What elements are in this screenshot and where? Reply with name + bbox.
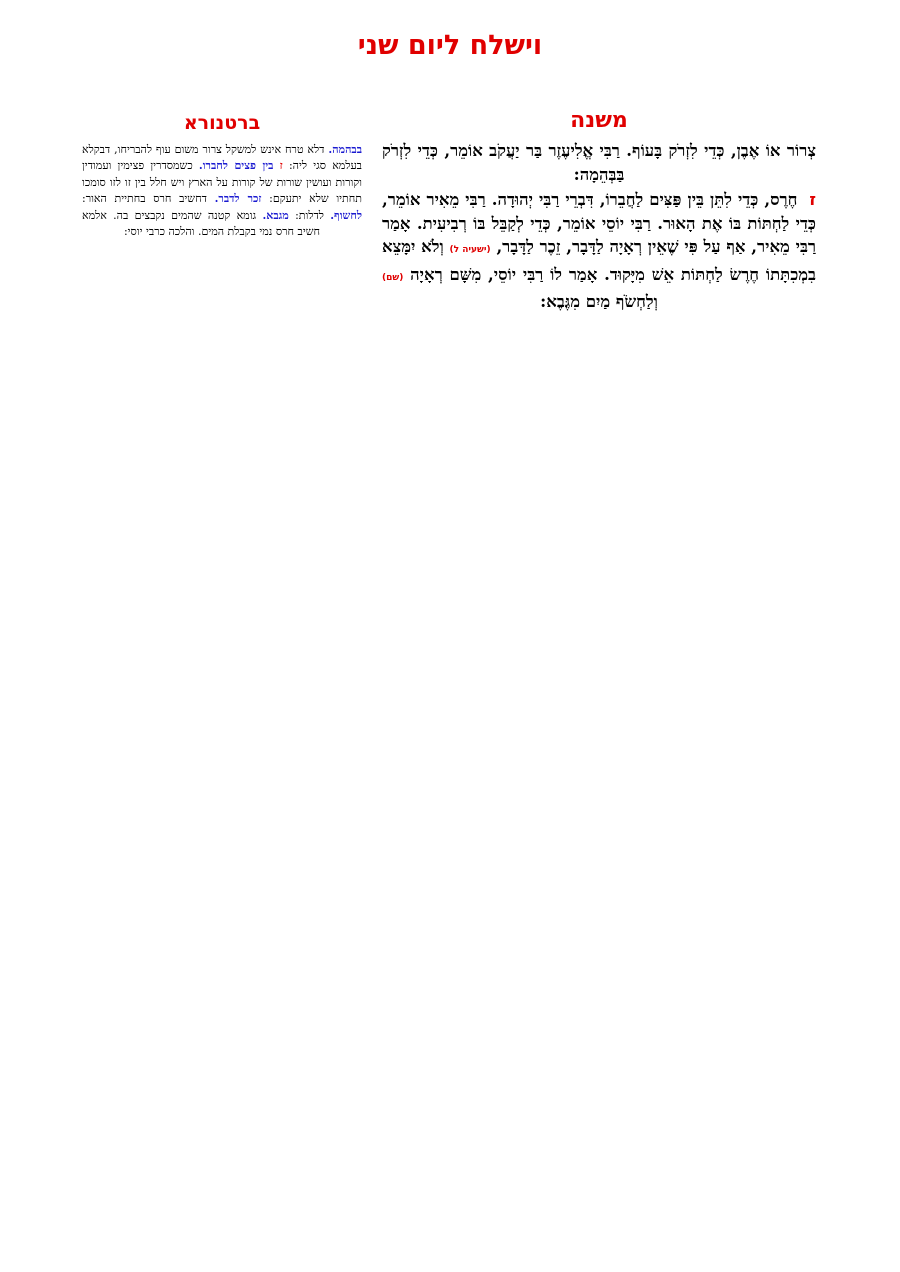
seif-marker: ז	[279, 159, 283, 173]
mishna-heading: משנה	[570, 108, 628, 133]
commentary-text: גומא קטנה שהמים נקבצים בה. אלמא חשיב חרס נמי בקבלת המים. והלכה כרבי יוסי:	[82, 208, 321, 239]
scripture-reference: (שם)	[382, 272, 404, 283]
mishna-text	[382, 139, 816, 314]
mishna-text-part-b: וְלֹא יִמָּצֵא בִמְכִתָּתוֹ חֶרֶשׂ לַחְתּוֹת אֵשׁ מִיָּקוּד. אָמַר לוֹ רַבִּי יוֹסֵי, מִשָּׁם רְאָיָה	[382, 237, 817, 284]
mishna-paragraph-2	[382, 188, 816, 314]
bartenura-heading: ברטנורא	[183, 112, 261, 134]
mishna-text-part-a: חֶרֶס, כְּדֵי לִתֵּן בֵּין פַּצִּים לַחֲבֵרוֹ, דִּבְרֵי רַבִּי יְהוּדָה. רַבִּי מֵאִיר אוֹמֵר, כְּדֵי לַחְתּוֹת בּוֹ אֶת הָאוּר. רַבִּי יוֹסֵי אוֹמֵר, כְּדֵי לְקַבֵּל בּוֹ רְבִיעִית. אָמַר רַבִּי מֵאִיר, אַף עַל פִּי שֶׁאֵין רְאָיָה לַדָּבָר, זֵכֶר לַדָּבָר,	[382, 190, 816, 256]
lemma: בין פצים לחברו.	[198, 159, 274, 173]
commentary-text: דלא טרח אינש למשקל צרור משום עוף להבריחו, דבקלא בעלמא סגי ליה:	[82, 143, 362, 173]
mishna-text-part-c: וְלַחְשֹׂף מַיִם מִגֶּבֶא:	[540, 292, 658, 311]
mishna-paragraph-1: צְרוֹר אוֹ אֶבֶן, כְּדֵי לִזְרֹק בָּעוֹף. רַבִּי אֱלִיעֶזֶר בַּר יַעֲקֹב אוֹמֵר, כְּדֵי לִזְרֹק בַּבְּהֵמָה:	[382, 141, 816, 184]
bartenura-column	[82, 112, 362, 240]
commentary-text: לדלות:	[295, 208, 324, 222]
page-title: וישלח ליום שני	[357, 30, 543, 61]
lemma: בבהמה.	[328, 143, 362, 156]
commentary-text: כשמסדרין פצימין ועמודין וקורות ועושין שורות של קורות על הארץ ויש חלל בין זו לזו סומכו תחתיו שלא יתעקם:	[82, 159, 362, 206]
mishna-column	[382, 108, 816, 314]
lemma: מגבא.	[262, 208, 289, 222]
bartenura-text	[82, 142, 362, 240]
lemma: זכר לדבר.	[214, 192, 262, 206]
seif-marker: ז	[809, 190, 816, 209]
commentary-text: דחשיב חרס בחתיית האור:	[82, 192, 207, 206]
lemma: לחשוף.	[330, 208, 362, 222]
scripture-reference: (ישעיה ל)	[449, 245, 491, 255]
